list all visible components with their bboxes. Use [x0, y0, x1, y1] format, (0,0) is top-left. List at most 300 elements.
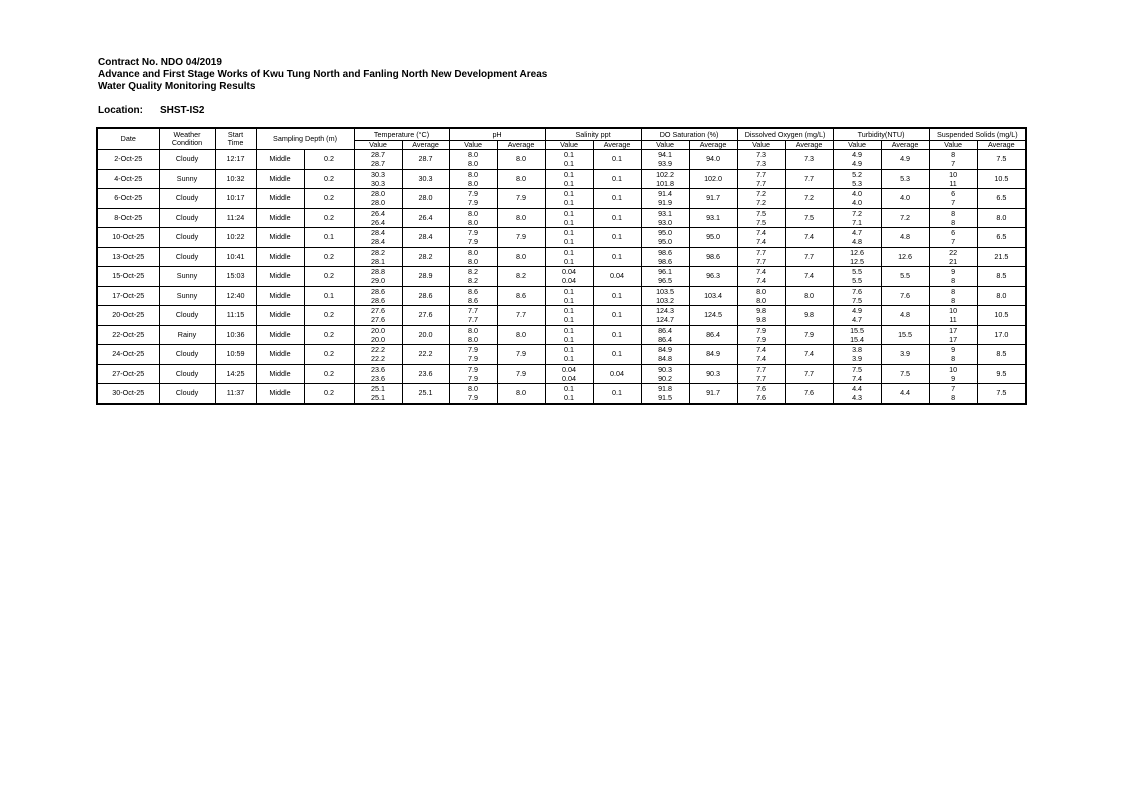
cell-dosat-values: [641, 267, 689, 287]
cell-ph-value: 8.0: [468, 150, 479, 160]
cell-turb-average: 5.3: [881, 169, 929, 189]
cell-sal-values: [545, 286, 593, 306]
cell-do-value: 7.3: [756, 150, 767, 160]
cell-depth-value: 0.2: [304, 306, 354, 326]
cell-do-value: 7.9: [756, 325, 767, 335]
cell-do-average: 9.8: [785, 306, 833, 326]
cell-sal-values: [545, 306, 593, 326]
cell-start-time: 14:25: [215, 364, 256, 384]
cell-sal-values: [545, 189, 593, 209]
cell-start-time: 10:41: [215, 247, 256, 267]
table-row: [97, 228, 1026, 248]
cell-sal-value: 0.04: [562, 373, 577, 383]
cell-ss-value: 8: [951, 354, 956, 364]
cell-turb-value: 4.0: [852, 198, 863, 208]
cell-ph-value: 8.0: [468, 217, 479, 227]
cell-dosat-values: [641, 150, 689, 170]
cell-ph-value: 7.7: [468, 306, 479, 316]
cell-turb-value: 7.4: [852, 373, 863, 383]
subcol-salinity-value: Value: [545, 141, 593, 150]
cell-do-value: 7.7: [756, 247, 767, 257]
cell-sal-value: 0.1: [564, 315, 575, 325]
cell-sal-value: 0.1: [564, 345, 575, 355]
cell-turb-value: 5.5: [852, 267, 863, 277]
cell-ss-values: [929, 325, 977, 345]
cell-sal-average: 0.1: [593, 306, 641, 326]
cell-dosat-value: 98.6: [658, 247, 673, 257]
cell-ss-values: [929, 364, 977, 384]
cell-ph-values: [449, 208, 497, 228]
cell-ss-value: 10: [949, 169, 958, 179]
cell-ph-values: [449, 228, 497, 248]
cell-do-average: 7.3: [785, 150, 833, 170]
cell-do-value: 7.4: [756, 237, 767, 247]
cell-sal-value: 0.1: [564, 159, 575, 169]
cell-turb-values: [833, 228, 881, 248]
water-quality-table: [96, 127, 1027, 405]
cell-dosat-values: [641, 228, 689, 248]
cell-sal-value: 0.1: [564, 237, 575, 247]
subcol-turbidity-value: Value: [833, 141, 881, 150]
cell-sal-average: 0.1: [593, 208, 641, 228]
cell-do-average: 8.0: [785, 286, 833, 306]
cell-dosat-value: 124.3: [656, 306, 675, 316]
cell-sal-value: 0.1: [564, 198, 575, 208]
cell-turb-values: [833, 306, 881, 326]
cell-dosat-value: 102.2: [656, 169, 675, 179]
cell-do-values: [737, 150, 785, 170]
cell-date: 13-Oct-25: [97, 247, 159, 267]
cell-turb-values: [833, 364, 881, 384]
cell-ss-value: 17: [949, 325, 958, 335]
cell-temp-values: [354, 364, 402, 384]
table-row: [97, 189, 1026, 209]
cell-ph-average: 8.0: [497, 208, 545, 228]
cell-temp-value: 28.7: [371, 159, 386, 169]
cell-sal-value: 0.1: [564, 247, 575, 257]
cell-sal-values: [545, 208, 593, 228]
cell-ss-average: 6.5: [977, 189, 1026, 209]
cell-ph-value: 8.0: [468, 256, 479, 266]
cell-ss-average: 10.5: [977, 306, 1026, 326]
cell-ss-average: 9.5: [977, 364, 1026, 384]
cell-sal-value: 0.1: [564, 178, 575, 188]
cell-temp-average: 28.7: [402, 150, 449, 170]
cell-temp-value: 28.4: [371, 228, 386, 238]
cell-sal-value: 0.1: [564, 384, 575, 394]
cell-ph-value: 7.9: [468, 373, 479, 383]
cell-do-average: 7.6: [785, 384, 833, 404]
cell-do-value: 9.8: [756, 315, 767, 325]
table-row: [97, 306, 1026, 326]
cell-depth-level: Middle: [256, 267, 304, 287]
cell-dosat-value: 103.5: [656, 286, 675, 296]
cell-weather: Rainy: [159, 325, 215, 345]
cell-turb-value: 4.7: [852, 228, 863, 238]
cell-turb-average: 4.8: [881, 228, 929, 248]
cell-do-values: [737, 169, 785, 189]
cell-turb-value: 15.5: [850, 325, 865, 335]
cell-temp-average: 23.6: [402, 364, 449, 384]
table-row: [97, 345, 1026, 365]
cell-ss-values: [929, 384, 977, 404]
cell-depth-value: 0.1: [304, 286, 354, 306]
cell-ss-value: 10: [949, 364, 958, 374]
cell-do-values: [737, 267, 785, 287]
cell-turb-values: [833, 384, 881, 404]
cell-temp-average: 26.4: [402, 208, 449, 228]
col-suspended-solids: Suspended Solids (mg/L): [929, 128, 1026, 141]
location-value: SHST-IS2: [160, 105, 205, 116]
cell-dosat-value: 93.0: [658, 217, 673, 227]
cell-temp-value: 25.1: [371, 393, 386, 403]
cell-dosat-value: 91.4: [658, 189, 673, 199]
cell-depth-value: 0.2: [304, 169, 354, 189]
col-turbidity: Turbidity(NTU): [833, 128, 929, 141]
cell-depth-level: Middle: [256, 169, 304, 189]
subcol-dissolved-oxygen-average: Average: [785, 141, 833, 150]
cell-sal-average: 0.1: [593, 384, 641, 404]
cell-sal-values: [545, 267, 593, 287]
cell-do-value: 7.4: [756, 345, 767, 355]
cell-sal-value: 0.1: [564, 325, 575, 335]
cell-turb-values: [833, 286, 881, 306]
cell-sal-average: 0.1: [593, 228, 641, 248]
cell-depth-value: 0.2: [304, 364, 354, 384]
cell-do-average: 7.9: [785, 325, 833, 345]
cell-sal-average: 0.04: [593, 267, 641, 287]
cell-ss-values: [929, 169, 977, 189]
cell-do-value: 7.3: [756, 159, 767, 169]
cell-ph-average: 8.0: [497, 325, 545, 345]
cell-ph-values: [449, 247, 497, 267]
cell-depth-value: 0.2: [304, 267, 354, 287]
table-row: [97, 364, 1026, 384]
cell-weather: Cloudy: [159, 364, 215, 384]
cell-ss-average: 8.0: [977, 286, 1026, 306]
cell-do-values: [737, 228, 785, 248]
cell-weather: Sunny: [159, 286, 215, 306]
cell-dosat-average: 90.3: [689, 364, 737, 384]
cell-dosat-average: 95.0: [689, 228, 737, 248]
table-row: [97, 325, 1026, 345]
cell-dosat-values: [641, 189, 689, 209]
cell-ph-values: [449, 384, 497, 404]
cell-dosat-average: 91.7: [689, 189, 737, 209]
cell-temp-value: 23.6: [371, 364, 386, 374]
cell-sal-value: 0.04: [562, 364, 577, 374]
cell-turb-values: [833, 247, 881, 267]
table-row: [97, 247, 1026, 267]
cell-turb-value: 4.8: [852, 237, 863, 247]
cell-ph-values: [449, 169, 497, 189]
cell-turb-value: 7.1: [852, 217, 863, 227]
col-salinity: Salinity ppt: [545, 128, 641, 141]
col-temperature: Temperature (°C): [354, 128, 449, 141]
cell-sal-value: 0.1: [564, 256, 575, 266]
cell-do-value: 7.4: [756, 276, 767, 286]
cell-ss-value: 8: [951, 208, 956, 218]
cell-temp-value: 27.6: [371, 306, 386, 316]
cell-temp-values: [354, 384, 402, 404]
cell-do-value: 9.8: [756, 306, 767, 316]
cell-dosat-value: 93.9: [658, 159, 673, 169]
cell-turb-average: 15.5: [881, 325, 929, 345]
cell-sal-average: 0.1: [593, 247, 641, 267]
cell-temp-value: 23.6: [371, 373, 386, 383]
cell-dosat-values: [641, 247, 689, 267]
cell-ph-average: 7.7: [497, 306, 545, 326]
cell-sal-values: [545, 169, 593, 189]
cell-turb-value: 4.7: [852, 315, 863, 325]
cell-temp-average: 28.2: [402, 247, 449, 267]
cell-turb-average: 7.2: [881, 208, 929, 228]
cell-turb-value: 15.4: [850, 334, 865, 344]
cell-dosat-value: 91.5: [658, 393, 673, 403]
table-row: [97, 267, 1026, 287]
cell-ph-value: 8.0: [468, 247, 479, 257]
cell-sal-average: 0.1: [593, 286, 641, 306]
cell-start-time: 12:40: [215, 286, 256, 306]
cell-ss-average: 8.5: [977, 267, 1026, 287]
cell-turb-value: 4.9: [852, 150, 863, 160]
col-do-saturation: DO Saturation (%): [641, 128, 737, 141]
cell-depth-value: 0.2: [304, 189, 354, 209]
cell-ss-average: 7.5: [977, 384, 1026, 404]
cell-ph-values: [449, 364, 497, 384]
cell-do-values: [737, 384, 785, 404]
cell-start-time: 10:32: [215, 169, 256, 189]
cell-depth-level: Middle: [256, 384, 304, 404]
cell-start-time: 11:15: [215, 306, 256, 326]
cell-depth-level: Middle: [256, 345, 304, 365]
cell-do-values: [737, 247, 785, 267]
cell-ss-average: 8.5: [977, 345, 1026, 365]
cell-turb-values: [833, 345, 881, 365]
cell-depth-value: 0.1: [304, 228, 354, 248]
cell-turb-values: [833, 325, 881, 345]
cell-ss-value: 21: [949, 256, 958, 266]
cell-turb-values: [833, 150, 881, 170]
cell-do-average: 7.4: [785, 267, 833, 287]
cell-ph-value: 7.9: [468, 354, 479, 364]
cell-start-time: 11:37: [215, 384, 256, 404]
cell-temp-average: 28.9: [402, 267, 449, 287]
subcol-salinity-average: Average: [593, 141, 641, 150]
cell-turb-value: 4.4: [852, 384, 863, 394]
cell-dosat-value: 90.3: [658, 364, 673, 374]
col-dissolved-oxygen: Dissolved Oxygen (mg/L): [737, 128, 833, 141]
cell-turb-average: 5.5: [881, 267, 929, 287]
cell-turb-average: 4.9: [881, 150, 929, 170]
cell-turb-value: 12.6: [850, 247, 865, 257]
cell-dosat-average: 94.0: [689, 150, 737, 170]
cell-depth-level: Middle: [256, 286, 304, 306]
cell-sal-average: 0.1: [593, 150, 641, 170]
cell-do-value: 7.4: [756, 267, 767, 277]
subcol-do-saturation-average: Average: [689, 141, 737, 150]
cell-ss-values: [929, 306, 977, 326]
cell-dosat-average: 91.7: [689, 384, 737, 404]
cell-dosat-average: 102.0: [689, 169, 737, 189]
cell-sal-values: [545, 345, 593, 365]
cell-dosat-value: 93.1: [658, 208, 673, 218]
cell-sal-average: 0.1: [593, 345, 641, 365]
cell-dosat-value: 124.7: [656, 315, 675, 325]
cell-sal-value: 0.04: [562, 276, 577, 286]
cell-sal-value: 0.1: [564, 208, 575, 218]
cell-temp-value: 30.3: [371, 169, 386, 179]
cell-depth-value: 0.2: [304, 384, 354, 404]
cell-do-values: [737, 286, 785, 306]
cell-ph-average: 7.9: [497, 345, 545, 365]
cell-date: 24-Oct-25: [97, 345, 159, 365]
table-row: [97, 286, 1026, 306]
cell-sal-values: [545, 384, 593, 404]
cell-sal-values: [545, 228, 593, 248]
cell-date: 27-Oct-25: [97, 364, 159, 384]
cell-ss-value: 6: [951, 189, 956, 199]
cell-temp-value: 26.4: [371, 217, 386, 227]
cell-weather: Cloudy: [159, 384, 215, 404]
cell-date: 15-Oct-25: [97, 267, 159, 287]
cell-turb-value: 3.8: [852, 345, 863, 355]
cell-ph-average: 7.9: [497, 228, 545, 248]
cell-turb-average: 4.4: [881, 384, 929, 404]
cell-do-values: [737, 325, 785, 345]
cell-temp-value: 28.1: [371, 256, 386, 266]
cell-depth-level: Middle: [256, 325, 304, 345]
cell-ph-average: 8.0: [497, 384, 545, 404]
cell-start-time: 10:59: [215, 345, 256, 365]
subcol-temperature-value: Value: [354, 141, 402, 150]
cell-sal-average: 0.1: [593, 325, 641, 345]
cell-ss-values: [929, 150, 977, 170]
cell-ph-value: 7.9: [468, 364, 479, 374]
cell-turb-value: 4.9: [852, 159, 863, 169]
cell-do-average: 7.7: [785, 364, 833, 384]
cell-date: 10-Oct-25: [97, 228, 159, 248]
cell-do-average: 7.7: [785, 169, 833, 189]
cell-dosat-value: 91.9: [658, 198, 673, 208]
cell-ss-value: 17: [949, 334, 958, 344]
cell-dosat-value: 101.8: [656, 178, 675, 188]
cell-dosat-values: [641, 169, 689, 189]
cell-turb-average: 7.6: [881, 286, 929, 306]
cell-dosat-value: 95.0: [658, 237, 673, 247]
cell-dosat-value: 86.4: [658, 334, 673, 344]
cell-temp-value: 28.0: [371, 198, 386, 208]
report-title: Water Quality Monitoring Results: [98, 81, 256, 92]
cell-start-time: 12:17: [215, 150, 256, 170]
cell-do-value: 7.6: [756, 393, 767, 403]
cell-temp-values: [354, 267, 402, 287]
cell-turb-average: 3.9: [881, 345, 929, 365]
cell-date: 20-Oct-25: [97, 306, 159, 326]
cell-start-time: 10:17: [215, 189, 256, 209]
cell-ss-values: [929, 247, 977, 267]
subcol-suspended-solids-average: Average: [977, 141, 1026, 150]
cell-sal-values: [545, 325, 593, 345]
cell-ss-average: 7.5: [977, 150, 1026, 170]
cell-dosat-value: 84.9: [658, 345, 673, 355]
cell-dosat-value: 84.8: [658, 354, 673, 364]
cell-dosat-values: [641, 325, 689, 345]
cell-dosat-value: 96.1: [658, 267, 673, 277]
cell-sal-values: [545, 150, 593, 170]
cell-temp-average: 28.4: [402, 228, 449, 248]
cell-sal-value: 0.1: [564, 228, 575, 238]
cell-do-value: 7.9: [756, 334, 767, 344]
cell-ph-values: [449, 306, 497, 326]
cell-ss-value: 11: [949, 178, 957, 188]
cell-temp-value: 28.2: [371, 247, 386, 257]
cell-do-value: 7.4: [756, 354, 767, 364]
cell-ph-value: 8.2: [468, 276, 479, 286]
cell-ph-average: 8.0: [497, 150, 545, 170]
col-sampling-depth: Sampling Depth (m): [256, 128, 354, 150]
cell-turb-value: 3.9: [852, 354, 863, 364]
cell-ph-average: 8.0: [497, 247, 545, 267]
cell-weather: Cloudy: [159, 228, 215, 248]
cell-do-values: [737, 364, 785, 384]
cell-ph-value: 8.0: [468, 178, 479, 188]
cell-temp-values: [354, 189, 402, 209]
cell-temp-average: 27.6: [402, 306, 449, 326]
subcol-dissolved-oxygen-value: Value: [737, 141, 785, 150]
cell-ph-values: [449, 286, 497, 306]
cell-weather: Cloudy: [159, 150, 215, 170]
cell-dosat-value: 95.0: [658, 228, 673, 238]
subcol-turbidity-average: Average: [881, 141, 929, 150]
cell-sal-value: 0.1: [564, 189, 575, 199]
cell-do-values: [737, 189, 785, 209]
cell-ss-value: 9: [951, 267, 956, 277]
cell-do-value: 7.6: [756, 384, 767, 394]
cell-sal-value: 0.1: [564, 354, 575, 364]
cell-ss-values: [929, 267, 977, 287]
cell-dosat-values: [641, 384, 689, 404]
cell-weather: Cloudy: [159, 306, 215, 326]
cell-ss-value: 7: [951, 198, 956, 208]
cell-turb-value: 4.0: [852, 189, 863, 199]
cell-turb-value: 7.6: [852, 286, 863, 296]
cell-dosat-average: 84.9: [689, 345, 737, 365]
cell-sal-value: 0.1: [564, 393, 575, 403]
cell-ss-value: 8: [951, 393, 956, 403]
cell-date: 30-Oct-25: [97, 384, 159, 404]
cell-ss-value: 7: [951, 384, 956, 394]
cell-ss-value: 9: [951, 345, 956, 355]
cell-ss-value: 8: [951, 295, 956, 305]
cell-sal-value: 0.1: [564, 295, 575, 305]
cell-ss-average: 6.5: [977, 228, 1026, 248]
cell-temp-average: 22.2: [402, 345, 449, 365]
cell-temp-value: 20.0: [371, 325, 386, 335]
cell-temp-values: [354, 169, 402, 189]
cell-sal-value: 0.1: [564, 217, 575, 227]
cell-turb-values: [833, 189, 881, 209]
cell-do-values: [737, 306, 785, 326]
cell-start-time: 10:36: [215, 325, 256, 345]
cell-ph-values: [449, 150, 497, 170]
cell-temp-value: 22.2: [371, 345, 386, 355]
cell-ph-average: 8.6: [497, 286, 545, 306]
cell-do-value: 8.0: [756, 295, 767, 305]
cell-do-average: 7.4: [785, 228, 833, 248]
subcol-ph-average: Average: [497, 141, 545, 150]
col-ph: pH: [449, 128, 545, 141]
